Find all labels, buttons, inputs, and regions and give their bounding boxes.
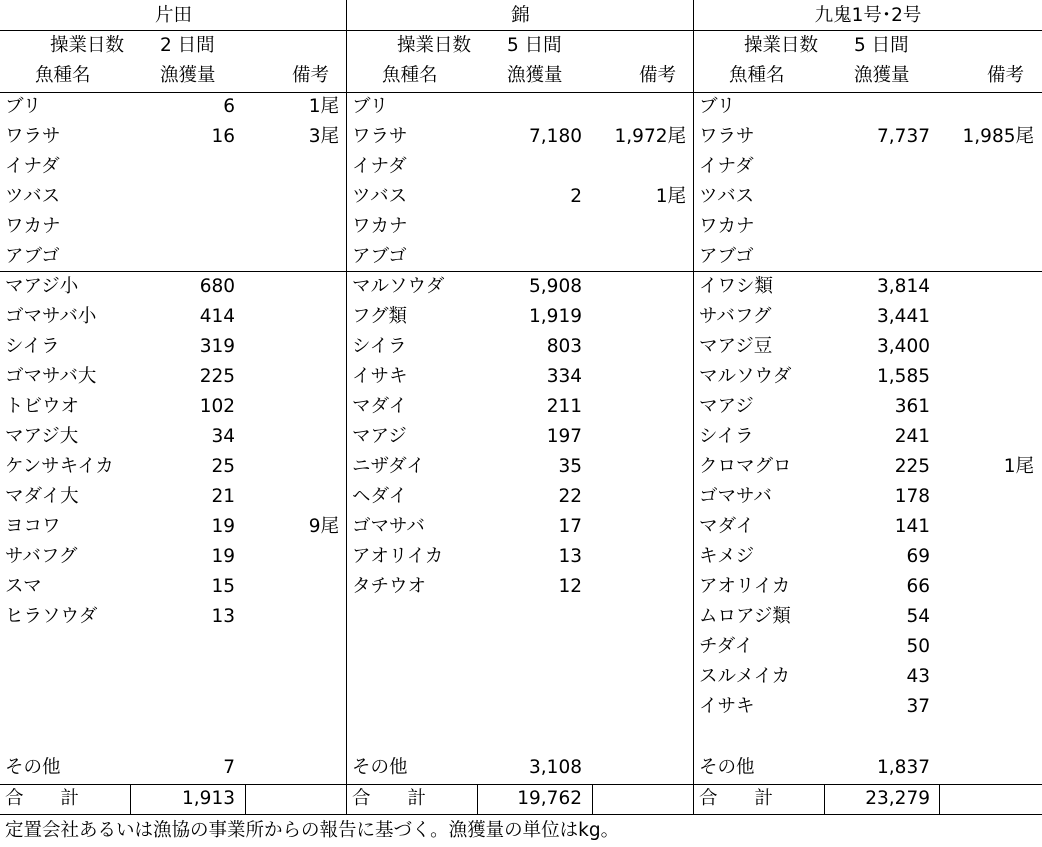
species-name: ブリ [699, 96, 736, 117]
species-row [347, 362, 694, 392]
target-species-row [347, 242, 694, 272]
species-name: マルソウダ [352, 276, 445, 297]
target-species-row [0, 92, 347, 122]
species-name: ワラサ [699, 126, 755, 147]
species-name: マアジ小 [5, 276, 79, 297]
operation-days-label: 操業日数 [397, 35, 472, 56]
species-row [694, 632, 1042, 662]
total-cell-divider [245, 784, 246, 814]
target-species-row [0, 182, 347, 212]
other-catch: 3,108 [529, 757, 582, 778]
species-name: ゴマサバ小 [5, 306, 97, 327]
column-header-row [347, 61, 694, 91]
header-remark: 備考 [986, 65, 1024, 86]
species-name: イナダ [699, 156, 754, 177]
catch-amount: 54 [906, 606, 930, 627]
catch-amount: 25 [211, 456, 235, 477]
species-name: ワカナ [352, 216, 408, 237]
catch-amount: 13 [211, 606, 235, 627]
total-row [347, 784, 694, 814]
species-row [347, 422, 694, 452]
species-name: ゴマサバ大 [5, 366, 97, 387]
total-cell-divider [824, 784, 825, 814]
species-name: マアジ [699, 396, 754, 417]
catch-amount: 37 [906, 696, 930, 717]
column-header-row [694, 61, 1042, 91]
species-name: スマ [5, 576, 42, 597]
species-row [694, 392, 1042, 422]
title-divider [694, 30, 1042, 31]
station-panel [347, 0, 694, 815]
target-species-row [0, 212, 347, 242]
target-species-row [694, 122, 1042, 152]
species-row [694, 452, 1042, 482]
catch-amount: 102 [199, 396, 235, 417]
total-bottom-rule [694, 814, 1042, 815]
species-row [0, 512, 347, 542]
header-remark: 備考 [638, 65, 676, 86]
catch-amount: 3,441 [877, 306, 930, 327]
total-top-rule [694, 784, 1042, 785]
species-name: マアジ [352, 426, 407, 447]
catch-amount: 197 [546, 426, 582, 447]
other-label: その他 [352, 757, 408, 778]
target-species-row [347, 212, 694, 242]
species-row [694, 422, 1042, 452]
catch-amount: 19 [211, 516, 235, 537]
catch-amount: 21 [211, 486, 235, 507]
total-cell-divider [130, 784, 131, 814]
catch-amount: 22 [558, 486, 582, 507]
species-row [347, 572, 694, 602]
operation-days-label: 操業日数 [50, 35, 125, 56]
species-row [347, 542, 694, 572]
species-name: チダイ [699, 636, 754, 657]
species-row [347, 512, 694, 542]
target-species-row [347, 92, 694, 122]
remark: 1,972尾 [614, 126, 686, 147]
catch-amount: 178 [894, 486, 930, 507]
header-species: 魚種名 [729, 65, 785, 86]
catch-amount: 211 [546, 396, 582, 417]
total-cell-divider [592, 784, 593, 814]
target-species-row [694, 242, 1042, 272]
species-name: マダイ [699, 516, 755, 537]
catch-amount: 43 [906, 666, 930, 687]
target-species-row [694, 152, 1042, 182]
species-row [694, 602, 1042, 632]
station-name: 片田 [154, 5, 192, 26]
species-name: マダイ大 [5, 486, 79, 507]
other-label: その他 [5, 757, 61, 778]
species-name: ブリ [5, 96, 42, 117]
catch-amount: 7,737 [877, 126, 930, 147]
header-divider [347, 92, 694, 93]
catch-amount: 241 [894, 426, 930, 447]
species-row [694, 542, 1042, 572]
species-row [694, 362, 1042, 392]
remark: 3尾 [308, 126, 339, 147]
species-name: スルメイカ [699, 666, 791, 687]
species-row [694, 512, 1042, 542]
species-row [0, 572, 347, 602]
operation-days-value: 5 日間 [507, 35, 562, 56]
species-name: イナダ [5, 156, 60, 177]
header-catch: 漁獲量 [160, 65, 216, 86]
target-species-row [694, 92, 1042, 122]
species-name: ヒラソウダ [5, 606, 98, 627]
species-name: アブゴ [699, 246, 754, 267]
operation-days-row [347, 31, 694, 61]
remark: 9尾 [308, 516, 339, 537]
remark: 1尾 [655, 186, 686, 207]
species-row [694, 572, 1042, 602]
species-name: シイラ [5, 336, 60, 357]
catch-amount: 1,919 [529, 306, 582, 327]
total-bottom-rule [0, 814, 347, 815]
species-name: イサキ [699, 696, 755, 717]
species-name: キメジ [699, 546, 755, 567]
species-name: ツバス [699, 186, 755, 207]
target-species-row [694, 182, 1042, 212]
station-title-row [694, 1, 1042, 31]
catch-amount: 2 [570, 186, 582, 207]
station-panel [694, 0, 1042, 815]
total-catch: 19,762 [517, 788, 582, 809]
species-name: ゴマサバ [352, 516, 425, 537]
catch-amount: 35 [558, 456, 582, 477]
species-name: ゴマサバ [699, 486, 772, 507]
species-name: タチウオ [352, 576, 427, 597]
panel-divider [346, 0, 347, 815]
other-species-row [0, 753, 347, 783]
target-species-row [347, 152, 694, 182]
species-name: ケンサキイカ [5, 456, 114, 477]
species-row [694, 302, 1042, 332]
other-catch: 1,837 [877, 757, 930, 778]
species-row [0, 542, 347, 572]
total-row [0, 784, 347, 814]
species-name: マルソウダ [699, 366, 792, 387]
other-species-row [347, 753, 694, 783]
operation-days-label: 操業日数 [744, 35, 819, 56]
species-row [694, 482, 1042, 512]
target-species-row [347, 182, 694, 212]
species-row [347, 452, 694, 482]
species-row [0, 332, 347, 362]
species-row [694, 692, 1042, 722]
species-name: トビウオ [5, 396, 80, 417]
catch-amount: 12 [558, 576, 582, 597]
catch-amount: 50 [906, 636, 930, 657]
species-name: イワシ類 [699, 276, 774, 297]
total-row [694, 784, 1042, 814]
operation-days-row [694, 31, 1042, 61]
station-panel [0, 0, 347, 815]
species-row [0, 602, 347, 632]
species-name: ヘダイ [352, 486, 408, 507]
species-row [0, 422, 347, 452]
species-name: イサキ [352, 366, 408, 387]
total-label: 合 計 [5, 788, 80, 809]
title-divider [0, 30, 347, 31]
footnote: 定置会社あるいは漁協の事業所からの報告に基づく。漁獲量の単位はkg。 [5, 820, 620, 841]
species-row [0, 452, 347, 482]
species-row [0, 362, 347, 392]
species-name: アオリイカ [352, 546, 444, 567]
catch-amount: 3,400 [877, 336, 930, 357]
total-top-rule [0, 784, 347, 785]
total-cell-divider [939, 784, 940, 814]
species-name: ニザダイ [352, 456, 425, 477]
header-remark: 備考 [291, 65, 329, 86]
species-name: サバフグ [5, 546, 78, 567]
other-catch: 7 [223, 757, 235, 778]
species-name: シイラ [699, 426, 754, 447]
species-row [347, 482, 694, 512]
target-species-row [0, 242, 347, 272]
catch-amount: 7,180 [529, 126, 582, 147]
panel-divider [693, 0, 694, 815]
species-row [347, 302, 694, 332]
species-name: ムロアジ類 [699, 606, 791, 627]
operation-days-value: 2 日間 [160, 35, 215, 56]
station-name: 錦 [511, 5, 530, 26]
catch-amount: 680 [199, 276, 235, 297]
remark: 1尾 [308, 96, 339, 117]
catch-amount: 361 [894, 396, 930, 417]
other-label: その他 [699, 757, 755, 778]
total-catch: 1,913 [182, 788, 235, 809]
species-name: ブリ [352, 96, 389, 117]
catch-amount: 141 [894, 516, 930, 537]
total-cell-divider [477, 784, 478, 814]
species-name: ワラサ [5, 126, 61, 147]
species-row [347, 392, 694, 422]
title-divider [347, 30, 694, 31]
target-species-row [694, 212, 1042, 242]
species-name: ワラサ [352, 126, 408, 147]
species-name: シイラ [352, 336, 407, 357]
station-name: 九鬼1号･2号 [814, 5, 922, 26]
remark: 1尾 [1003, 456, 1034, 477]
catch-amount: 15 [211, 576, 235, 597]
header-species: 魚種名 [35, 65, 91, 86]
group-divider [0, 271, 347, 272]
species-row [0, 392, 347, 422]
catch-amount: 225 [199, 366, 235, 387]
operation-days-value: 5 日間 [854, 35, 909, 56]
group-divider [347, 271, 694, 272]
species-name: アブゴ [5, 246, 60, 267]
catch-amount: 1,585 [877, 366, 930, 387]
species-name: マダイ [352, 396, 408, 417]
catch-amount: 13 [558, 546, 582, 567]
catch-amount: 803 [546, 336, 582, 357]
species-row [0, 272, 347, 302]
catch-amount: 19 [211, 546, 235, 567]
other-species-row [694, 753, 1042, 783]
header-species: 魚種名 [382, 65, 438, 86]
species-name: サバフグ [699, 306, 772, 327]
header-divider [0, 92, 347, 93]
catch-amount: 3,814 [877, 276, 930, 297]
species-name: ツバス [5, 186, 61, 207]
header-catch: 漁獲量 [854, 65, 910, 86]
species-name: アブゴ [352, 246, 407, 267]
species-name: アオリイカ [699, 576, 791, 597]
target-species-row [0, 122, 347, 152]
station-title-row [347, 1, 694, 31]
species-row [0, 482, 347, 512]
total-bottom-rule [347, 814, 694, 815]
species-name: フグ類 [352, 306, 407, 327]
station-title-row [0, 1, 347, 31]
catch-amount: 34 [211, 426, 235, 447]
column-header-row [0, 61, 347, 91]
catch-amount: 6 [223, 96, 235, 117]
species-name: イナダ [352, 156, 407, 177]
species-row [347, 272, 694, 302]
remark: 1,985尾 [962, 126, 1034, 147]
catch-amount: 69 [906, 546, 930, 567]
catch-amount: 334 [546, 366, 582, 387]
species-row [694, 272, 1042, 302]
total-label: 合 計 [699, 788, 774, 809]
catch-amount: 17 [558, 516, 582, 537]
catch-amount: 16 [211, 126, 235, 147]
species-name: マアジ大 [5, 426, 79, 447]
catch-amount: 5,908 [529, 276, 582, 297]
species-row [694, 332, 1042, 362]
group-divider [694, 271, 1042, 272]
target-species-row [0, 152, 347, 182]
species-name: ワカナ [5, 216, 61, 237]
species-name: クロマグロ [699, 456, 792, 477]
species-name: ワカナ [699, 216, 755, 237]
catch-amount: 66 [906, 576, 930, 597]
species-row [347, 332, 694, 362]
species-row [0, 302, 347, 332]
species-name: ヨコワ [5, 516, 61, 537]
species-name: ツバス [352, 186, 408, 207]
catch-amount: 319 [199, 336, 235, 357]
total-label: 合 計 [352, 788, 427, 809]
total-catch: 23,279 [865, 788, 930, 809]
target-species-row [347, 122, 694, 152]
catch-amount: 225 [894, 456, 930, 477]
operation-days-row [0, 31, 347, 61]
header-divider [694, 92, 1042, 93]
species-row [694, 662, 1042, 692]
header-catch: 漁獲量 [507, 65, 563, 86]
species-name: マアジ豆 [699, 336, 773, 357]
total-top-rule [347, 784, 694, 785]
catch-amount: 414 [199, 306, 235, 327]
